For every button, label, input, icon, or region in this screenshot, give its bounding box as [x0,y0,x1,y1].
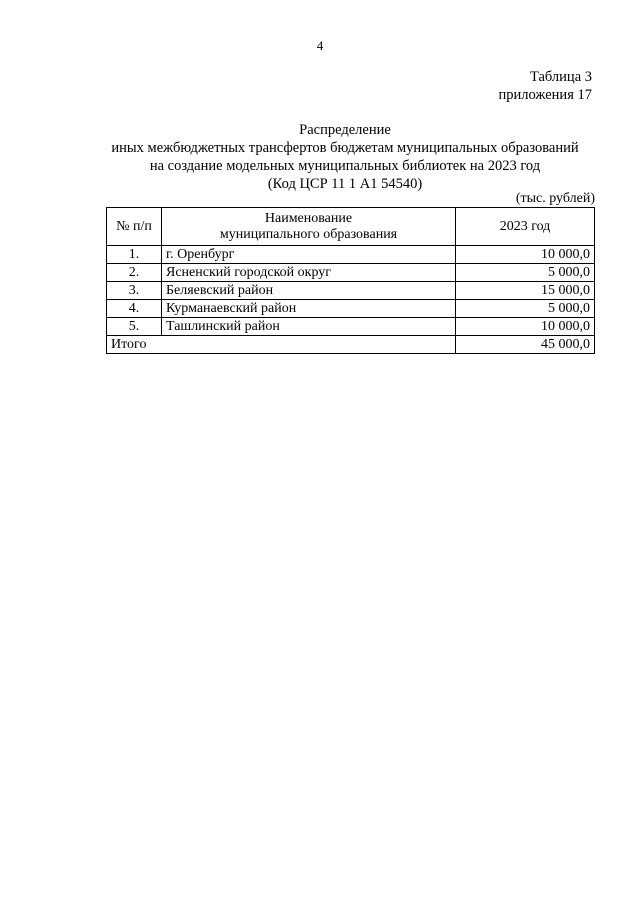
row-num: 3. [107,282,162,300]
total-value: 45 000,0 [456,336,595,354]
row-name: Ясненский городской округ [162,264,456,282]
total-label: Итого [107,336,456,354]
title-line-2: иных межбюджетных трансфертов бюджетам муниципальных образований [111,140,579,156]
row-value: 5 000,0 [456,264,595,282]
row-name: г. Оренбург [162,246,456,264]
table-row [107,264,595,282]
header-year: 2023 год [456,208,595,246]
units-label: (тыс. рублей) [515,191,595,206]
row-value: 15 000,0 [456,282,595,300]
title-line-4: (Код ЦСР 11 1 А1 54540) [267,176,423,192]
table-row [107,318,595,336]
row-value: 10 000,0 [456,246,595,264]
row-name: Курманаевский район [162,300,456,318]
appendix-reference [499,68,592,104]
table-header-row [107,208,595,246]
distribution-table [106,207,595,354]
row-num: 4. [107,300,162,318]
row-name: Беляевский район [162,282,456,300]
row-num: 2. [107,264,162,282]
table-row [107,282,595,300]
row-num: 1. [107,246,162,264]
title-line-1: Распределение [299,122,391,138]
title-line-3: на создание модельных муниципальных библиотек на 2023 год [149,158,541,174]
header-num: № п/п [107,208,162,246]
table-row [107,300,595,318]
header-name [162,208,456,246]
header-name-line-1: Наименование [264,210,353,226]
table-row [107,246,595,264]
page-number: 4 [316,38,324,53]
table-total-row [107,336,595,354]
header-name-line-2: муниципального образования [219,226,398,242]
table-label: Таблица 3 [529,69,592,85]
row-value: 5 000,0 [456,300,595,318]
document-title [0,121,640,193]
row-value: 10 000,0 [456,318,595,336]
appendix-label: приложения 17 [498,87,592,103]
row-name: Ташлинский район [162,318,456,336]
row-num: 5. [107,318,162,336]
